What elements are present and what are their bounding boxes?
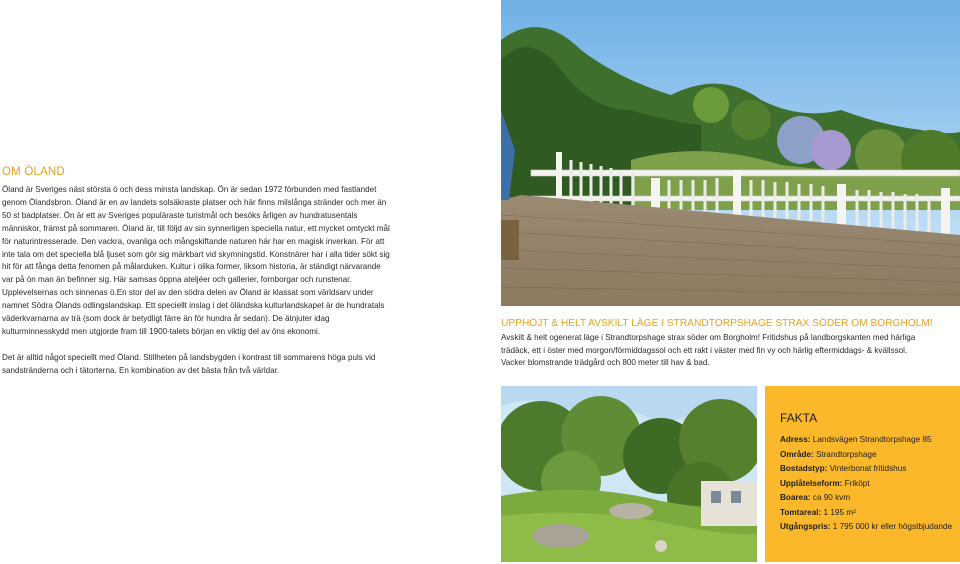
fact-value: Strandtorpshage xyxy=(815,449,877,459)
fact-label: Utgångspris: xyxy=(780,522,831,531)
fakta-box xyxy=(765,386,960,562)
fakta-title: FAKTA xyxy=(780,411,818,425)
fact-label: Adress: xyxy=(780,435,811,444)
fact-value: 1 795 000 kr eller högstbjudande xyxy=(832,522,953,531)
section-heading-om-oland: OM ÖLAND xyxy=(2,166,65,178)
fact-tomtareal xyxy=(780,506,960,521)
om-oland-paragraph-1: Öland är Sveriges näst största ö och dess minsta landskap. Ön är sedan 1972 förbunden med fastlandet genom Ölandsbron. Öland är en av landets solsäkraste platser och här finns milslånga stränder och mer än 50 st badplatser. Ön är ett av Sveriges populäraste turistmål och besöks årligen av hundratusentals människor, främst på sommaren. Öland är, till följd av sin synnerligen speciella natur, ett mycket omtyckt mål för naturintresserade. Den vackra, ovanliga och mångskiftande naturen här har en magisk inverkan. För att inte tala om det speciella blå ljuset som gör sig märkbart vid skymningstid. Konstnärer har i alla tider sökt sig hit för att fånga detta fenomen på målarduken. Kultur i olika former, liksom historia, är ständigt närvarande var på ön man än befinner sig. Här samsas öppna ateljéer och gallerier, fornborgar och runstenar. Upplevelsernas och sinnenas ö.En stor del av den södra delen av Öland är klassat som världsarv under namnet Södra Ölands odlingslandskap. Ett speciellt inslag i det öländska kulturlandskapet är de hundratals väderkvarnarna av trä (som dock är betydligt färre än för hundra år sedan). De ätnjuter idag kulturminnesskydd men utgjorde fram till 1900-talets början en viktig del av öns ekonomi. xyxy=(2,185,390,336)
fact-label: Tomtareal: xyxy=(780,507,822,517)
om-oland-body xyxy=(2,184,390,378)
fact-value: Vinterbonat fritidshus xyxy=(829,464,907,473)
deck-photo xyxy=(501,0,960,306)
fact-label: Upplåtelseform: xyxy=(780,478,843,488)
property-description: Avskilt & helt ogenerat läge i Strandtorpshage strax söder om Borgholm! Fritidshus på landborgskanten med härliga trädäck, ett i öster med morgon/förmiddagssol och ett rakt i väster med fin vy och härlig eftermiddags- & kvällssol. Vacker blomstrande trädgård och 800 meter till hav & bad. xyxy=(501,333,916,368)
om-oland-paragraph-2: Det är alltid något speciellt med Öland. Stillheten på landsbygden i kontrast till sommarens höga puls vid sandstränderna och i tätorterna. En kombination av det bästa från två världar. xyxy=(2,352,376,375)
fact-utgangspris xyxy=(780,520,960,535)
fact-value: 1 195 m² xyxy=(823,507,856,517)
fact-label: Boarea: xyxy=(780,493,811,502)
property-headline: UPPHÖJT & HELT AVSKILT LÄGE I STRANDTORPSHAGE STRAX SÖDER OM BORGHOLM! xyxy=(501,318,933,329)
fact-label: Område: xyxy=(780,449,814,459)
fact-upplatelseform xyxy=(780,477,960,492)
fact-omrade xyxy=(780,448,960,463)
fact-value: ca 90 kvm xyxy=(812,493,851,502)
fact-value: Landsvägen Strandtorpshage 85 xyxy=(812,435,932,444)
fact-label: Bostadstyp: xyxy=(780,464,828,473)
fact-bostadstyp xyxy=(780,462,960,477)
fact-boarea xyxy=(780,491,960,506)
garden-photo xyxy=(501,386,757,562)
fact-value: Friköpt xyxy=(844,478,870,488)
fact-adress xyxy=(780,433,960,448)
